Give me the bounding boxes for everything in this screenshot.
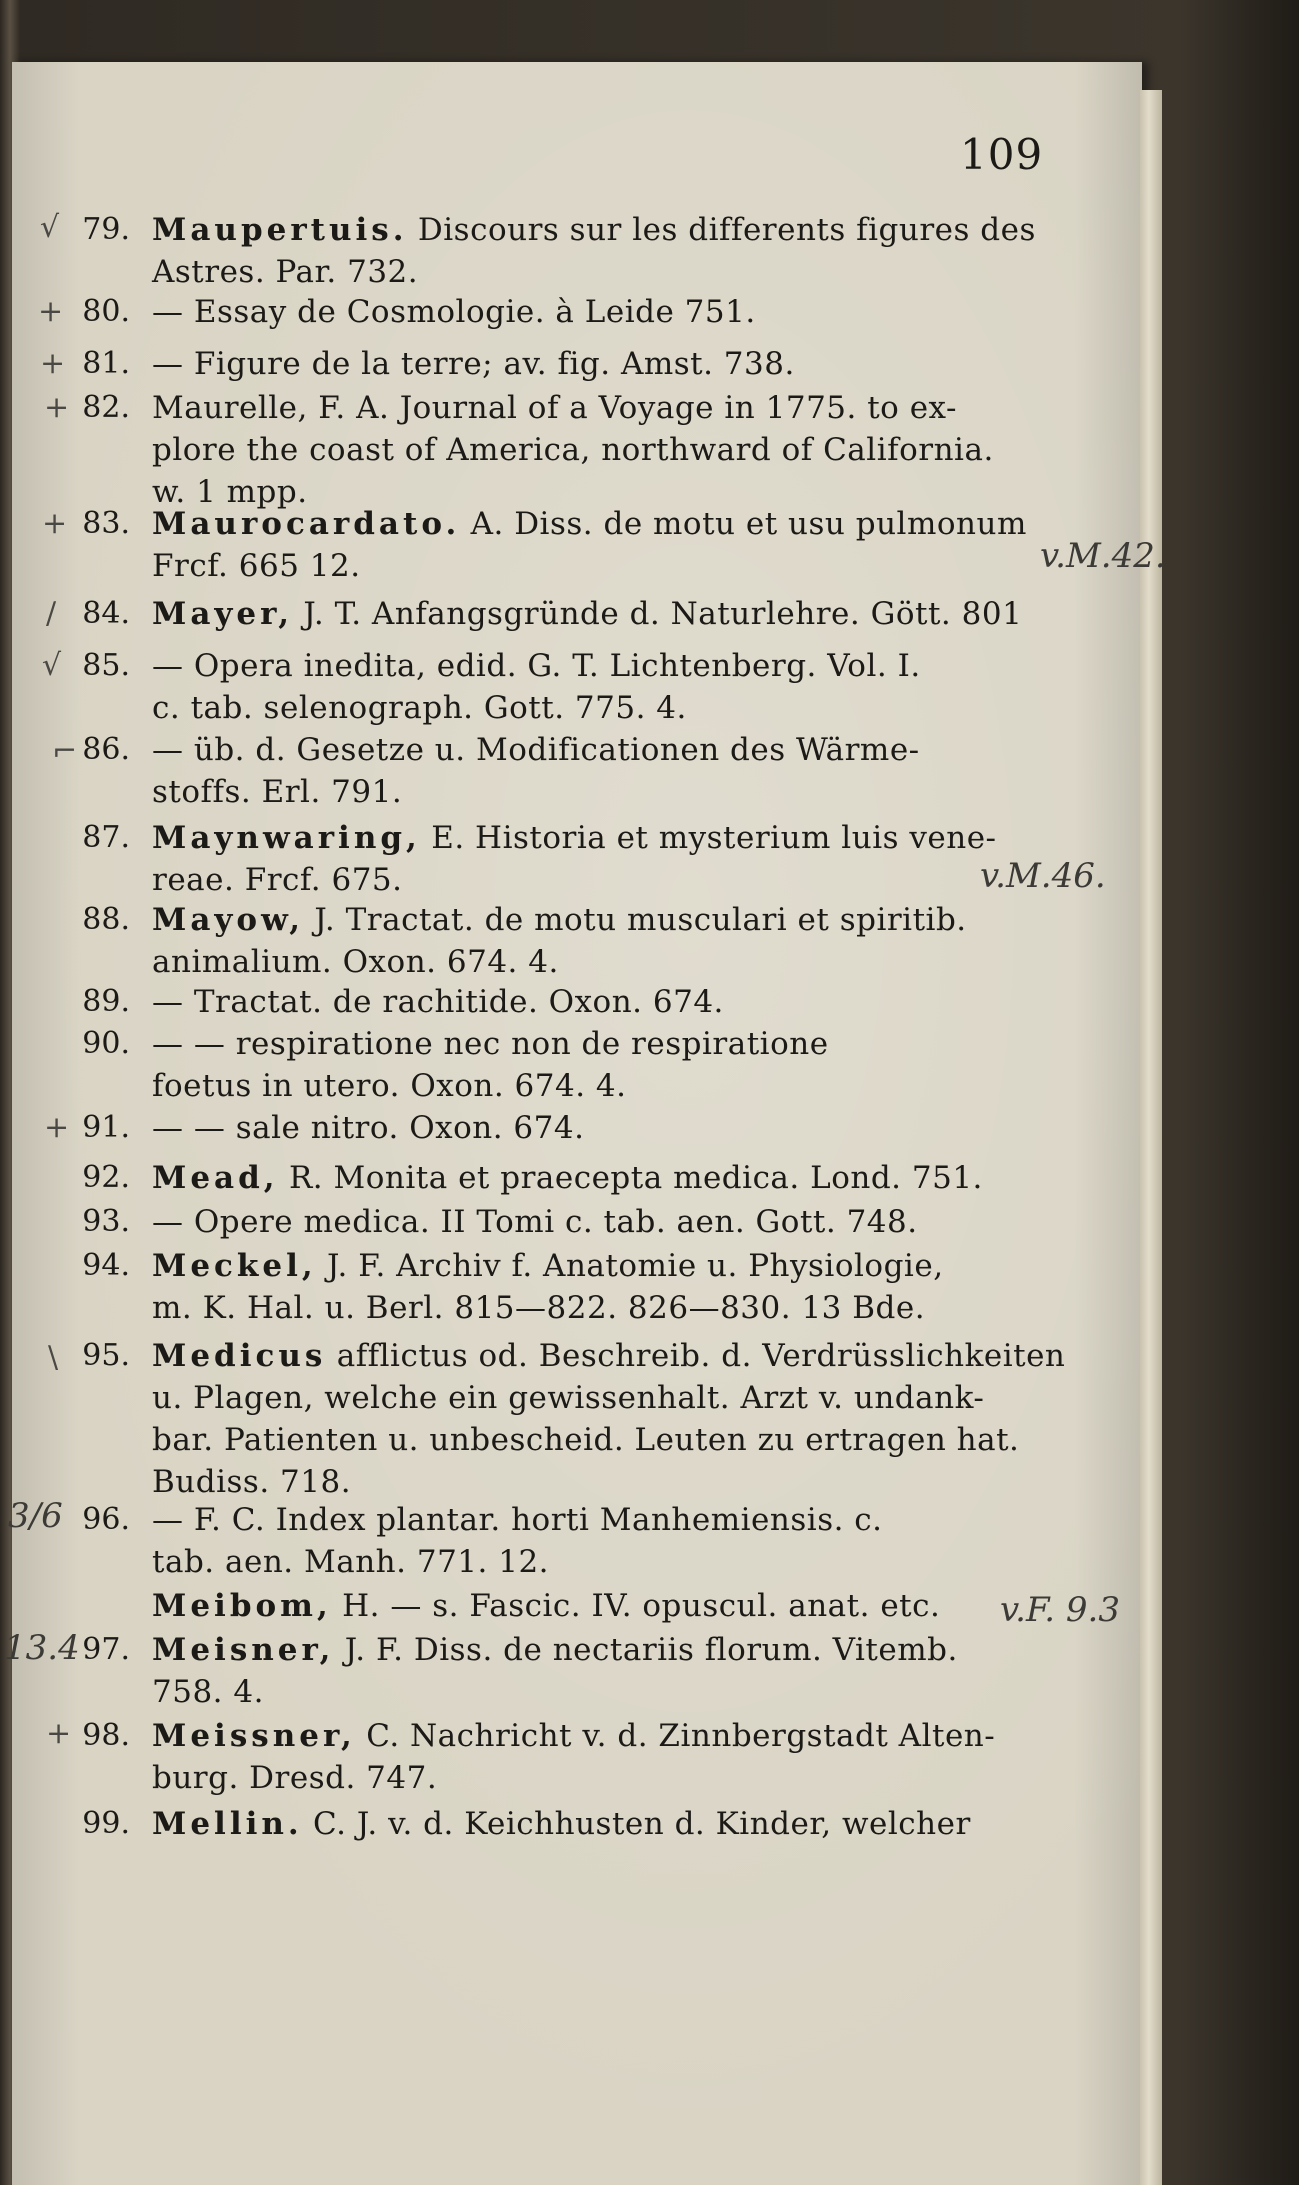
entry-line: stoffs. Erl. 791. [152,774,403,810]
entry-line: c. tab. selenograph. Gott. 775. 4. [152,690,687,726]
entry-line: — Essay de Cosmologie. à Leide 751. [152,294,756,330]
entry-number: 87. [82,820,130,855]
entry-number: 94. [82,1248,130,1283]
entry-line: — F. C. Index plantar. horti Manhemiensis. c. [152,1502,883,1538]
entry-line: — üb. d. Gesetze u. Modificationen des Wärme- [152,732,920,768]
entry-line: foetus in utero. Oxon. 674. 4. [152,1068,627,1104]
entry-line: plore the coast of America, northward of California. [152,432,994,468]
entry-line: — — sale nitro. Oxon. 674. [152,1110,585,1146]
entry-line: bar. Patienten u. unbescheid. Leuten zu ertragen hat. [152,1422,1020,1458]
tick-mark: + [38,294,64,329]
tick-mark: ⌐ [52,734,78,769]
entry-line: Mellin. C. J. v. d. Keichhusten d. Kinder, welcher [152,1806,971,1842]
tick-mark: / [46,596,57,631]
entry-line: — Figure de la terre; av. fig. Amst. 738. [152,346,795,382]
entry-line: — Opere medica. II Tomi c. tab. aen. Gott. 748. [152,1204,918,1240]
entry-line: u. Plagen, welche ein gewissenhalt. Arzt v. undank- [152,1380,985,1416]
entry-line: — — respiratione nec non de respiratione [152,1026,829,1062]
page-number: 109 [960,130,1044,179]
entry-line: tab. aen. Manh. 771. 12. [152,1544,550,1580]
entry-line: Meissner, C. Nachricht v. d. Zinnbergstadt Alten- [152,1718,996,1754]
entry-line: w. 1 mpp. [152,474,308,510]
entry-number: 82. [82,390,130,425]
entry-line: Budiss. 718. [152,1464,352,1500]
entry-number: 81. [82,346,130,381]
entry-line: Maurelle, F. A. Journal of a Voyage in 1775. to ex- [152,390,957,426]
entry-number: 89. [82,984,130,1019]
entry-line: Meibom, H. — s. Fascic. IV. opuscul. anat. etc. [152,1588,941,1624]
entry-line: reae. Frcf. 675. [152,862,403,898]
entry-line: Meckel, J. F. Archiv f. Anatomie u. Physiologie, [152,1248,944,1284]
entry-line: Mayer, J. T. Anfangsgründe d. Naturlehre. Gött. 801 [152,596,1023,632]
entry-line: animalium. Oxon. 674. 4. [152,944,559,980]
entry-line: — Tractat. de rachitide. Oxon. 674. [152,984,724,1020]
entry-line: Mead, R. Monita et praecepta medica. Lond. 751. [152,1160,983,1196]
entry-line: m. K. Hal. u. Berl. 815—822. 826—830. 13 Bde. [152,1290,926,1326]
entry-line: — Opera inedita, edid. G. T. Lichtenberg. Vol. I. [152,648,921,684]
entry-line: Frcf. 665 12. [152,548,361,584]
tick-mark: + [46,1716,72,1751]
entry-line: Meisner, J. F. Diss. de nectariis florum. Vitemb. [152,1632,958,1668]
entry-number: 88. [82,902,130,937]
tick-mark: + [42,506,68,541]
entry-number: 85. [82,648,130,683]
entry-line: Astres. Par. 732. [152,254,419,290]
tick-mark: + [44,1110,70,1145]
entry-number: 96. [82,1502,130,1537]
entry-number: 97. [82,1632,130,1667]
entry-number: 91. [82,1110,130,1145]
tick-mark: + [40,346,66,381]
entry-number: 79. [82,212,130,247]
handwritten-note: v.M.46. [980,856,1106,896]
entry-line: Maupertuis. Discours sur les differents figures des [152,212,1036,248]
entry-number: 84. [82,596,130,631]
entry-line: Maynwaring, E. Historia et mysterium luis vene- [152,820,997,856]
tick-mark: \ [48,1340,59,1375]
handwritten-note: v.F. 9.3 [1000,1590,1120,1630]
tick-mark: + [44,390,70,425]
handwritten-note: 3/6 [8,1496,63,1536]
tick-mark: √ [42,648,62,683]
entry-number: 93. [82,1204,130,1239]
entry-number: 86. [82,732,130,767]
entry-number: 99. [82,1806,130,1841]
entry-line: Medicus afflictus od. Beschreib. d. Verdrüsslichkeiten [152,1338,1066,1374]
entry-line: burg. Dresd. 747. [152,1760,438,1796]
entry-number: 80. [82,294,130,329]
entry-line: 758. 4. [152,1674,264,1710]
page-edge [1140,90,1162,2185]
tick-mark: √ [40,210,60,245]
entry-line: Mayow, J. Tractat. de motu musculari et spiritib. [152,902,967,938]
entry-number: 90. [82,1026,130,1061]
handwritten-note: v.M.42. [1040,536,1166,576]
entry-number: 83. [82,506,130,541]
entry-number: 92. [82,1160,130,1195]
entry-number: 95. [82,1338,130,1373]
entry-number: 98. [82,1718,130,1753]
handwritten-note: 13.4 [4,1628,80,1668]
entry-line: Maurocardato. A. Diss. de motu et usu pulmonum [152,506,1027,542]
